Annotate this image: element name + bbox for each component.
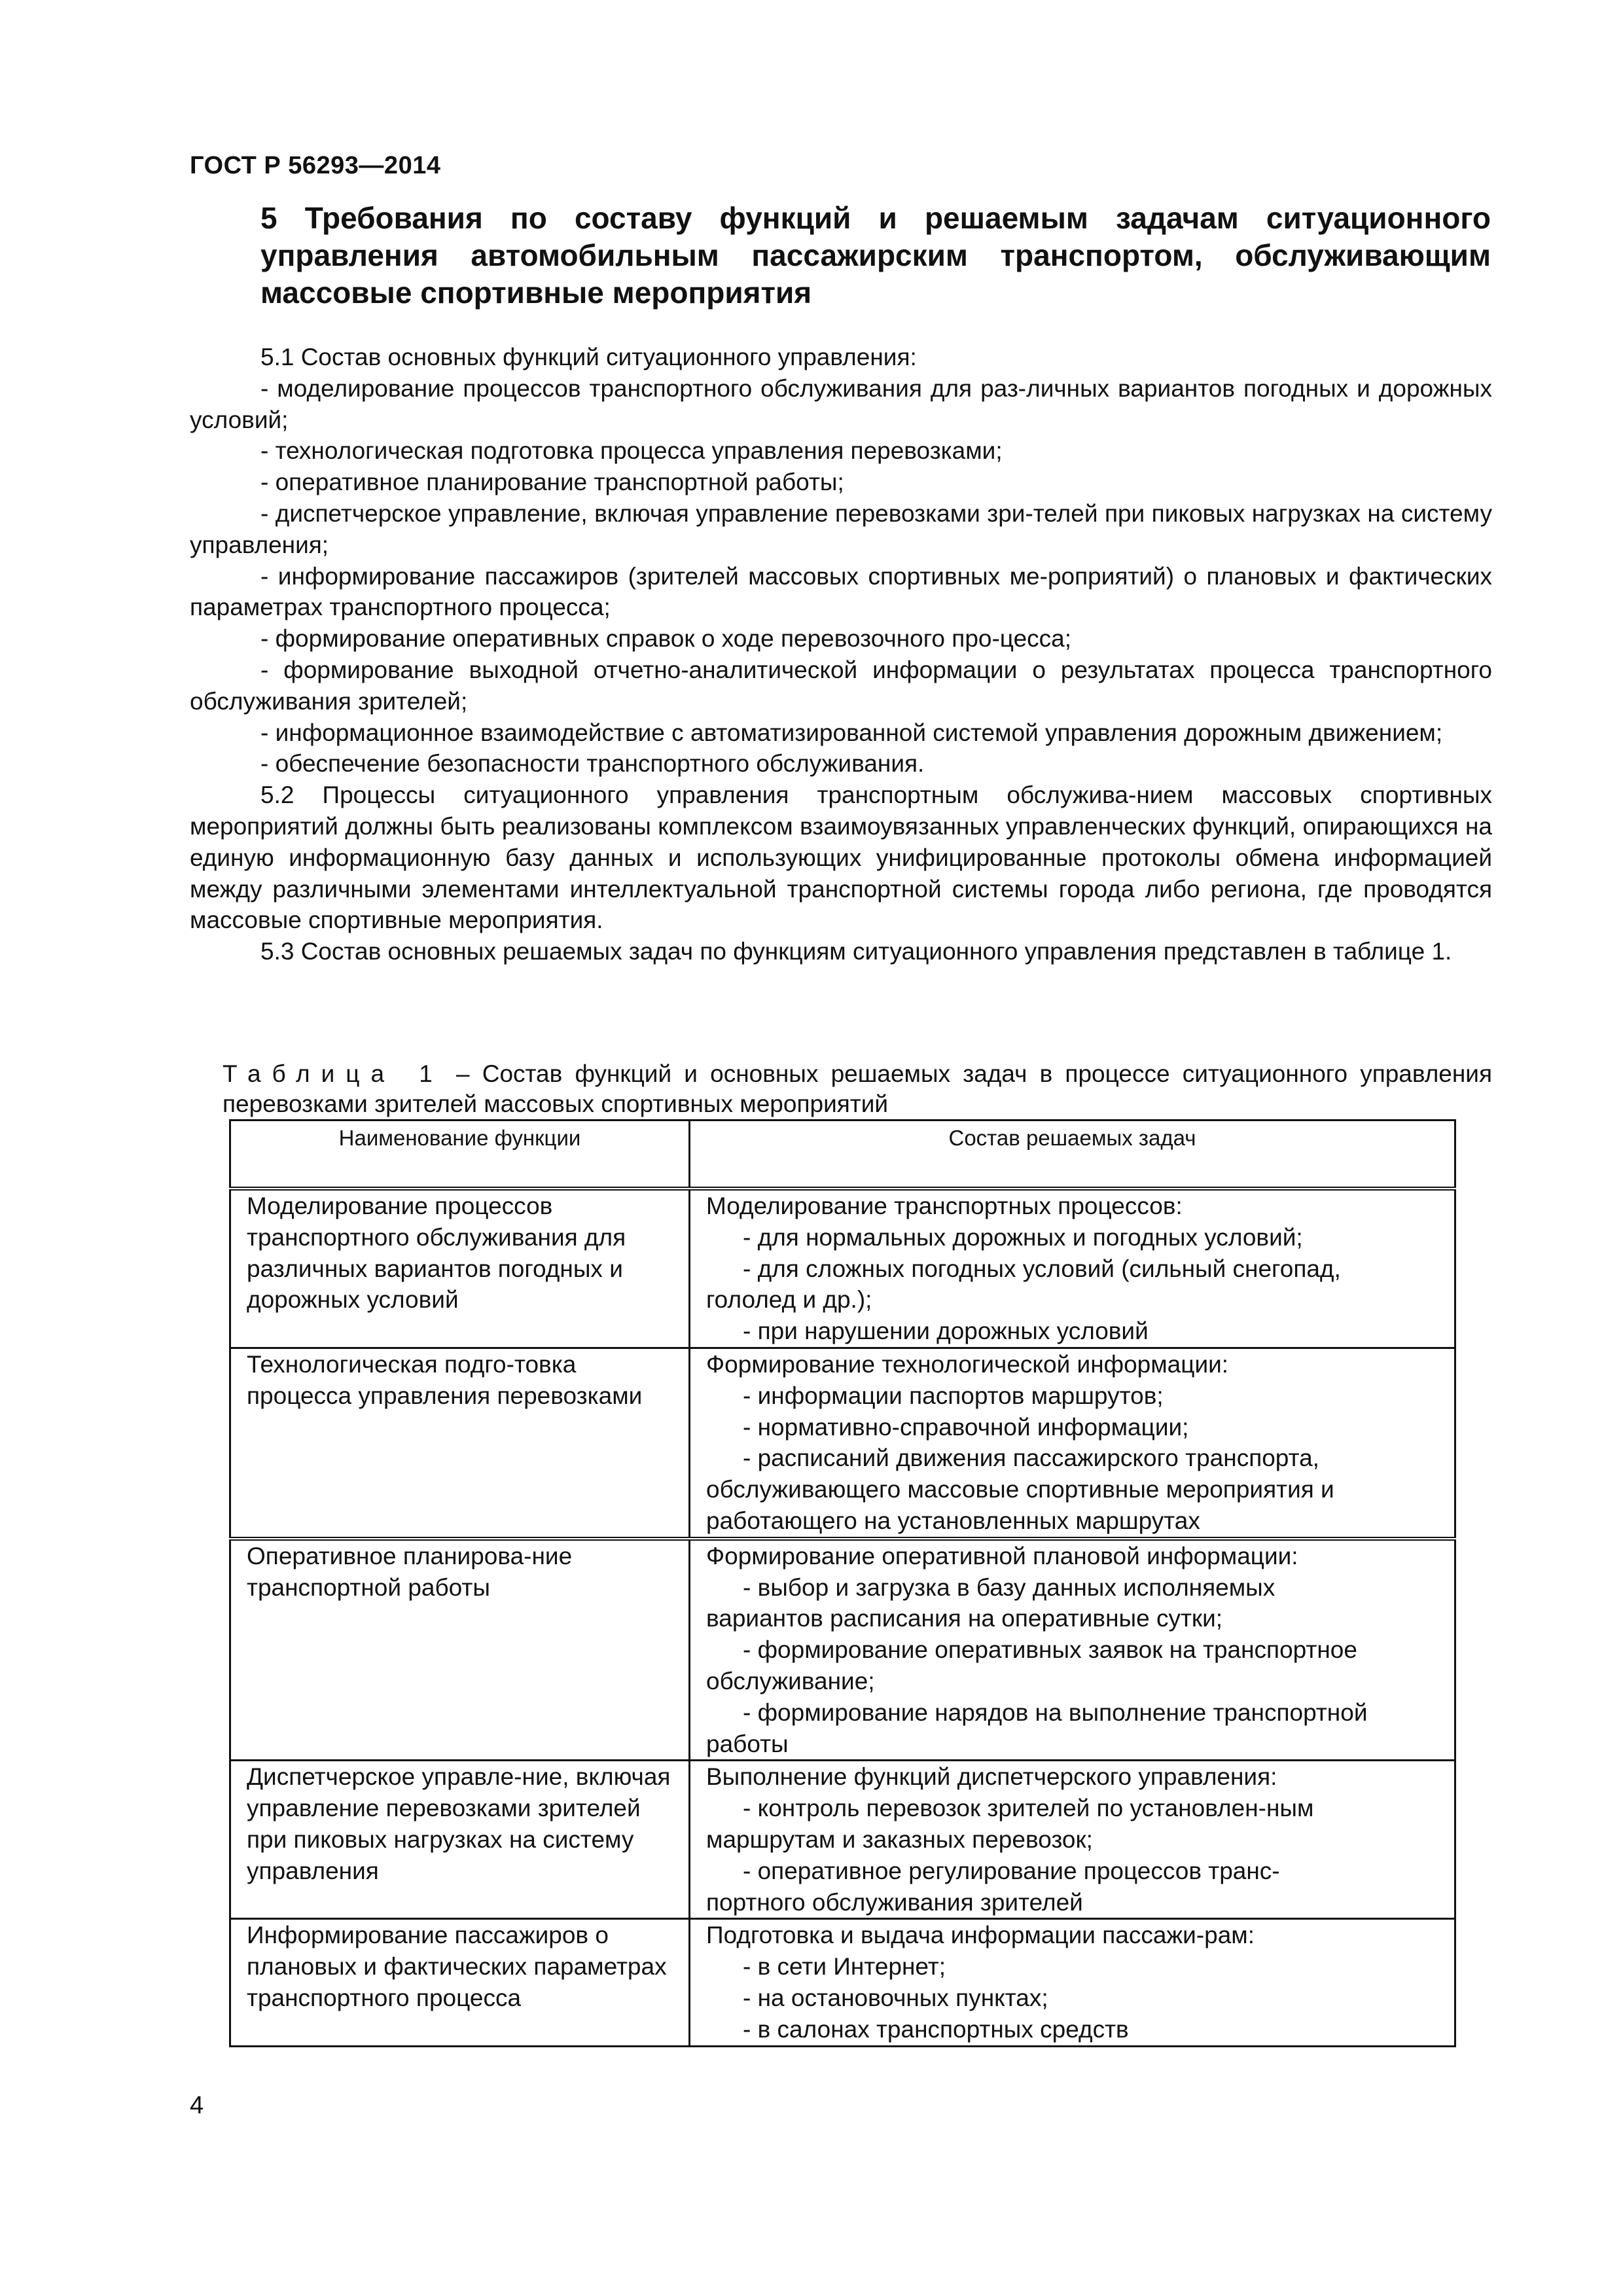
task-item: - в салонах транспортных средств [743,2015,1129,2043]
task-item-continuation: обслуживание; [706,1667,875,1695]
column-header-function: Наименование функции [230,1121,690,1189]
table-row [230,1761,1455,1919]
task-item: - формирование оперативных заявок на транспортное [743,1636,1357,1664]
paragraph-5-1: 5.1 Состав основных функций ситуационного управления: [260,344,917,370]
task-item: - нормативно-справочной информации; [743,1413,1189,1441]
paragraph-5-3: 5.3 Состав основных решаемых задач по функциям ситуационного управления представлен в таблице 1. [260,938,1452,965]
task-item: - формирование нарядов на выполнение транспортной [743,1698,1368,1726]
tasks-heading: Формирование технологической информации: [706,1350,1229,1378]
paragraph-5-2: 5.2 Процессы ситуационного управления транспортным обслужива-нием массовых спортивных мероприятий должны быть реализованы комплексом взаимоувязанных управленческих функций, опирающихся на единую информационную базу данных и использующих унифицированные протоколы обмена информацией между различными элементами интеллектуальной транспортной системы города либо региона, где проводятся массовые спортивные мероприятия. [190,781,1492,934]
function-cell: Моделирование процессов транспортного обслуживания для различных вариантов погодных и дорожных условий [230,1189,690,1348]
list-item: - технологическая подготовка процесса управления перевозками; [260,437,1003,465]
task-item: - выбор и загрузка в базу данных исполняемых [743,1573,1275,1601]
table-header-row [230,1121,1455,1189]
task-item: - при нарушении дорожных условий [743,1318,1149,1345]
table-row [230,1539,1455,1761]
list-item: - обеспечение безопасности транспортного обслуживания. [260,750,925,778]
column-header-tasks: Состав решаемых задач [690,1121,1455,1189]
list-item: - оперативное планирование транспортной работы; [260,469,844,496]
tasks-cell [690,1761,1455,1919]
list-item: - моделирование процессов транспортного обслуживания для раз-личных вариантов погодных и дорожных условий; [190,374,1492,433]
tasks-heading: Моделирование транспортных процессов: [706,1193,1183,1219]
tasks-heading: Формирование оперативной плановой информации: [706,1542,1298,1570]
list-item: - информирование пассажиров (зрителей массовых спортивных ме-роприятий) о плановых и фактических параметрах транспортного процесса; [190,562,1492,621]
list-item: - формирование выходной отчетно-аналитической информации о результатах процесса транспортного обслуживания зрителей; [190,656,1492,715]
tasks-cell [690,1189,1455,1348]
tasks-cell [690,1348,1455,1538]
task-item: - на остановочных пунктах; [743,1984,1048,2011]
task-item-continuation: маршрутам и заказных перевозок; [706,1825,1093,1853]
task-item: - контроль перевозок зрителей по установлен-ным [743,1795,1314,1822]
list-item: - формирование оперативных справок о ходе перевозочного про-цесса; [260,625,1072,653]
table-row [230,1348,1455,1538]
table-caption-text: – Состав функций и основных решаемых задач в процессе ситуационного управления перевозками зрителей массовых спортивных мероприятий [223,1060,1492,1117]
task-item-continuation: вариантов расписания на оперативные сутки; [706,1605,1223,1632]
section-title: 5 Требования по составу функций и решаемым задачам ситуационного управления автомобильным пассажирским транспортом, обслуживающим массовые спортивные мероприятия [260,201,1491,310]
tasks-heading: Выполнение функций диспетчерского управления: [706,1763,1277,1791]
table-row [230,1919,1455,2046]
list-item: - информационное взаимодействие с автоматизированной системой управления дорожным движением; [260,719,1443,746]
function-cell: Диспетчерское управле-ние, включая управление перевозками зрителей при пиковых нагрузках на систему управления [230,1761,690,1919]
table-caption [223,1059,1492,1119]
table-row [230,1189,1455,1348]
tasks-cell [690,1539,1455,1761]
task-item: - для сложных погодных условий (сильный снегопад, [743,1255,1341,1282]
functions-table [229,1119,1456,2047]
list-item: - диспетчерское управление, включая управление перевозками зри-телей при пиковых нагрузках на систему управления; [190,499,1492,558]
task-item: - для нормальных дорожных и погодных условий; [743,1223,1303,1251]
page-number: 4 [190,2092,204,2119]
function-cell: Технологическая подго-товка процесса управления перевозками [230,1348,690,1538]
document-code: ГОСТ Р 56293—2014 [190,152,441,179]
table-caption-label: Таблица 1 [223,1060,444,1087]
task-item-continuation: портного обслуживания зрителей [706,1888,1083,1916]
task-item: - в сети Интернет; [743,1953,946,1981]
body-text [190,342,1492,967]
task-item-continuation: работы [706,1730,789,1757]
task-item: - информации паспортов маршрутов; [743,1382,1164,1409]
tasks-cell [690,1919,1455,2046]
tasks-heading: Подготовка и выдача информации пассажи-рам: [706,1922,1255,1949]
function-cell: Информирование пассажиров о плановых и фактических параметрах транспортного процесса [230,1919,690,2046]
task-item-continuation: гололед и др.); [706,1286,872,1314]
task-item-continuation: обслуживающего массовые спортивные мероприятия и работающего на установленных маршрутах [706,1476,1334,1534]
task-item: - расписаний движения пассажирского транспорта, [743,1444,1319,1472]
function-cell: Оперативное планирова-ние транспортной работы [230,1539,690,1761]
task-item: - оперативное регулирование процессов транс- [743,1857,1280,1884]
